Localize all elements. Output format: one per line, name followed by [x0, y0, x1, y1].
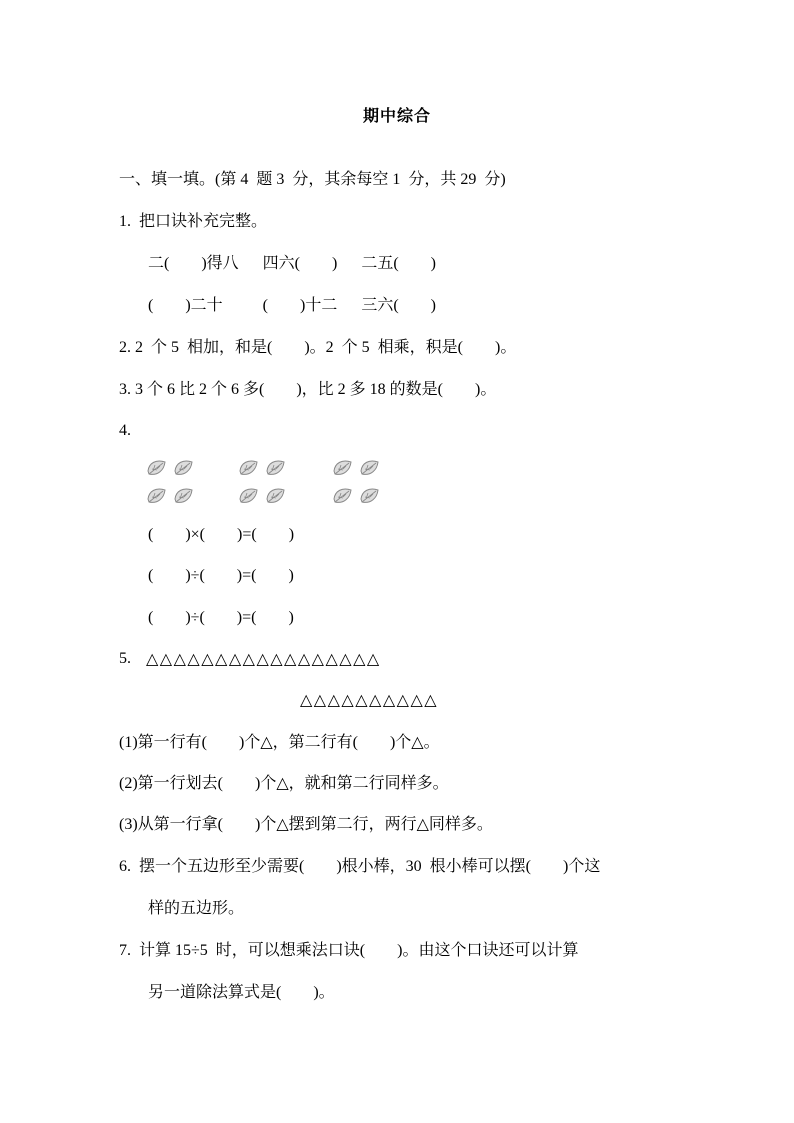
question-7-line-2: 另一道除法算式是( )。 — [148, 984, 335, 1001]
question-5-label: 5. — [119, 650, 131, 667]
question-7-line-1: 7. 计算 15÷5 时，可以想乘法口诀( )。由这个口诀还可以计算 — [119, 942, 579, 959]
triangle-row-2: △△△△△△△△△△ — [300, 690, 439, 709]
question-6-line-2: 样的五边形。 — [148, 900, 245, 917]
question-4-label: 4. — [119, 422, 131, 439]
question-5-part-3: (3)从第一行拿( )个△摆到第二行，两行△同样多。 — [119, 816, 493, 833]
leaf-icon — [359, 457, 381, 479]
leaf-icon — [146, 485, 168, 507]
leaf-icon — [238, 485, 260, 507]
leaf-icon — [238, 457, 260, 479]
leaf-icon — [359, 485, 381, 507]
question-5-part-2: (2)第一行划去( )个△，就和第二行同样多。 — [119, 775, 449, 792]
section-heading: 一、填一填。(第 4 题 3 分，其余每空 1 分，共 29 分) — [119, 171, 506, 188]
question-2: 2. 2 个 5 相加，和是( )。2 个 5 相乘，积是( )。 — [119, 339, 517, 356]
question-4-equation-2: ( )÷( )=( ) — [148, 567, 294, 584]
question-4-equation-1: ( )×( )=( ) — [148, 526, 295, 543]
leaf-icon — [146, 457, 168, 479]
question-1: 1. 把口诀补充完整。 — [119, 213, 268, 230]
leaf-icon — [173, 457, 195, 479]
question-3: 3. 3 个 6 比 2 个 6 多( )，比 2 多 18 的数是( )。 — [119, 381, 497, 398]
leaf-group-1 — [146, 457, 195, 509]
leaf-icon — [332, 457, 354, 479]
leaf-icon — [265, 485, 287, 507]
question-1-row-1: 二( )得八 四六( ) 二五( ) — [148, 255, 436, 272]
question-4-equation-3: ( )÷( )=( ) — [148, 609, 294, 626]
triangle-row-1: △△△△△△△△△△△△△△△△△ — [146, 649, 381, 668]
question-1-row-2: ( )二十 ( )十二 三六( ) — [148, 297, 436, 314]
leaf-group-3 — [332, 457, 381, 509]
leaf-icon — [265, 457, 287, 479]
leaf-group-2 — [238, 457, 287, 509]
question-6-line-1: 6. 摆一个五边形至少需要( )根小棒，30 根小棒可以摆( )个这 — [119, 858, 601, 875]
page-title: 期中综合 — [362, 108, 431, 125]
leaf-icon — [332, 485, 354, 507]
question-5-part-1: (1)第一行有( )个△，第二行有( )个△。 — [119, 734, 440, 751]
leaf-icon — [173, 485, 195, 507]
